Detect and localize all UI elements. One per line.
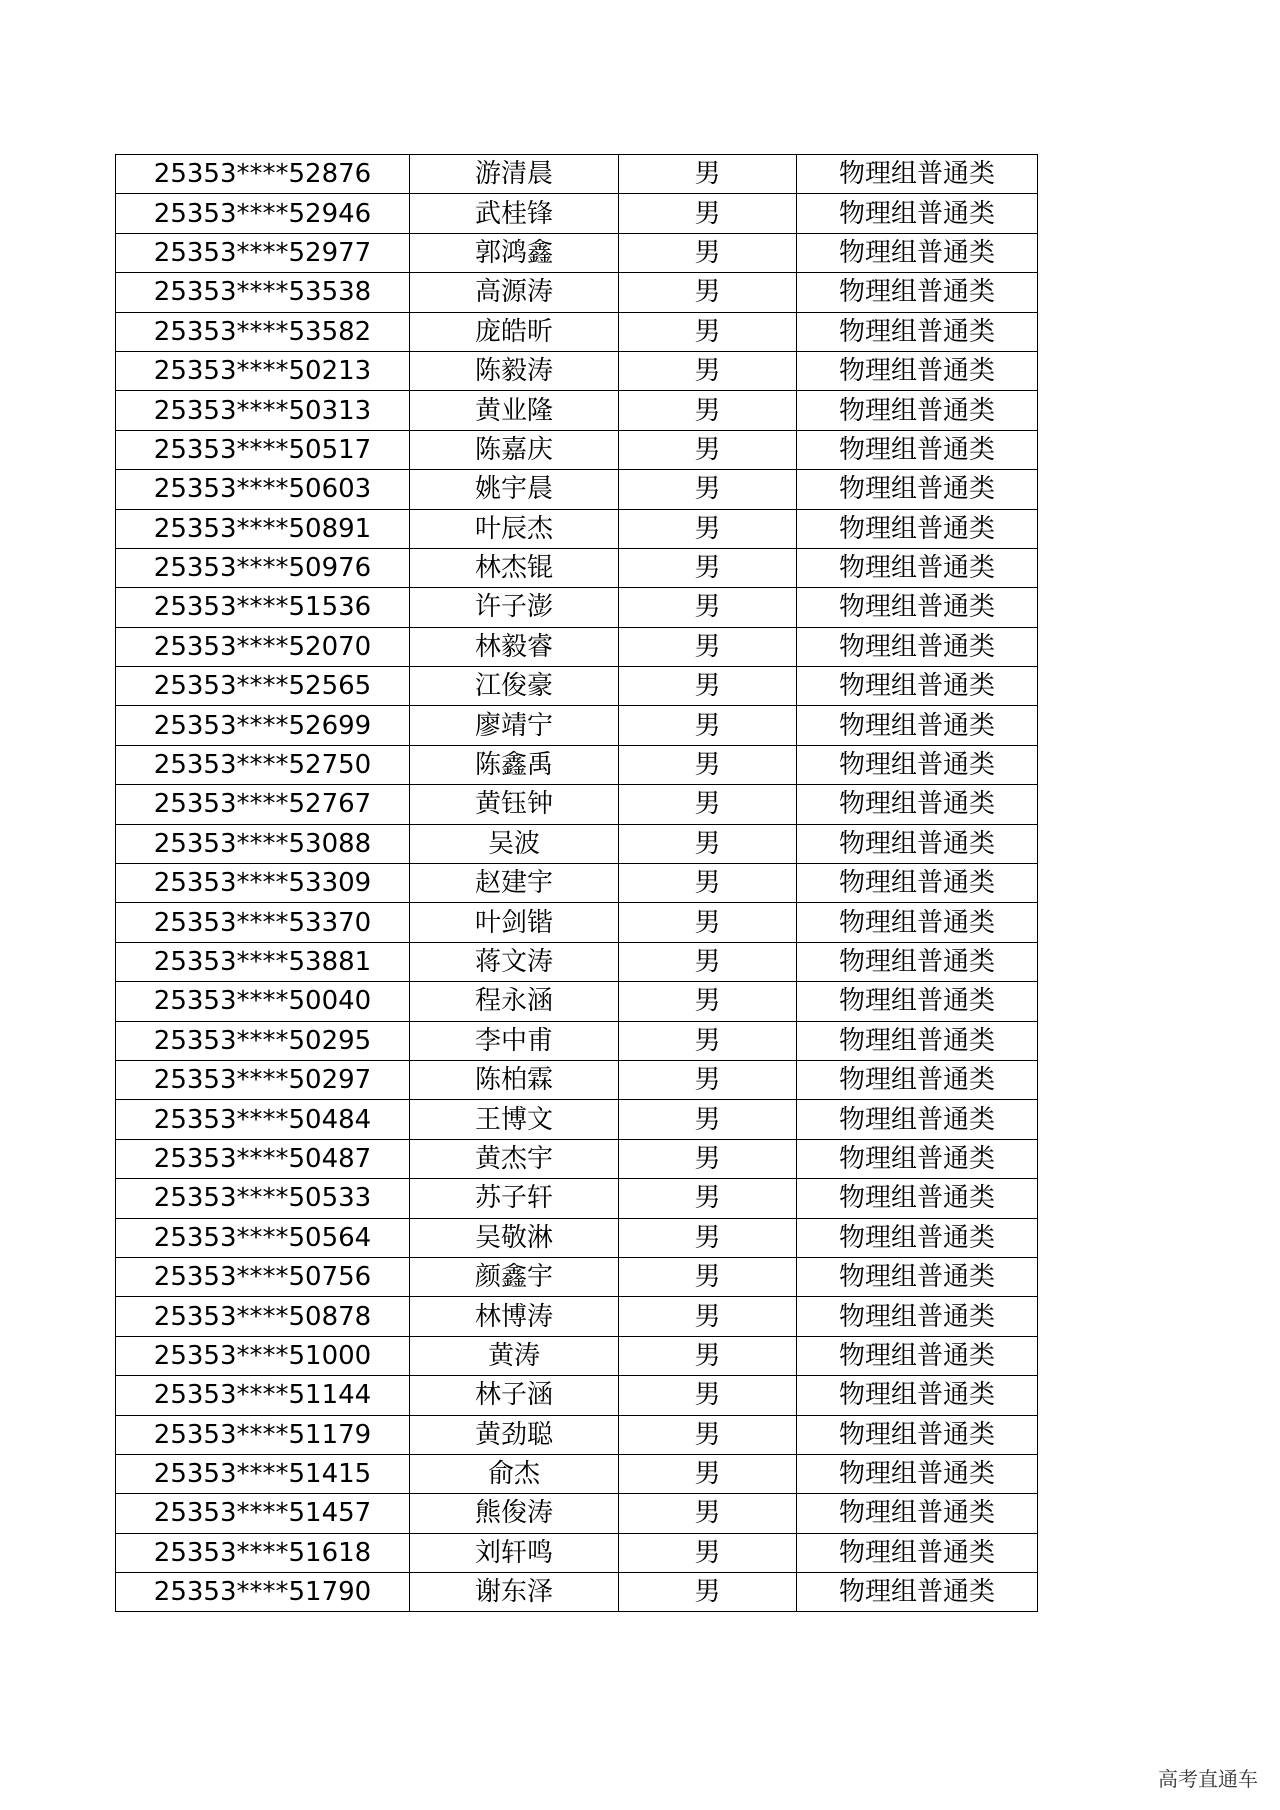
table-row: [116, 627, 1038, 666]
gender-cell: 男: [619, 1297, 797, 1336]
category-cell: 物理组普通类: [797, 1060, 1038, 1099]
table-row: [116, 1060, 1038, 1099]
candidate-id-cell: 25353****50756: [116, 1257, 410, 1296]
gender-cell: 男: [619, 1533, 797, 1572]
table-row: [116, 745, 1038, 784]
table-row: [116, 1218, 1038, 1257]
student-name-cell: 陈嘉庆: [410, 430, 619, 469]
table-row: [116, 1179, 1038, 1218]
student-name-cell: 俞杰: [410, 1454, 619, 1493]
category-cell: 物理组普通类: [797, 588, 1038, 627]
table-row: [116, 1533, 1038, 1572]
gender-cell: 男: [619, 1257, 797, 1296]
candidate-id-cell: 25353****52767: [116, 785, 410, 824]
category-cell: 物理组普通类: [797, 824, 1038, 863]
candidate-id-cell: 25353****50517: [116, 430, 410, 469]
student-name-cell: 郭鸿鑫: [410, 233, 619, 272]
student-name-cell: 陈毅涛: [410, 351, 619, 390]
student-name-cell: 叶辰杰: [410, 509, 619, 548]
table-row: [116, 155, 1038, 194]
category-cell: 物理组普通类: [797, 273, 1038, 312]
table-row: [116, 1376, 1038, 1415]
gender-cell: 男: [619, 667, 797, 706]
student-name-cell: 黄业隆: [410, 391, 619, 430]
category-cell: 物理组普通类: [797, 1454, 1038, 1493]
student-name-cell: 苏子轩: [410, 1179, 619, 1218]
candidate-id-cell: 25353****50564: [116, 1218, 410, 1257]
student-name-cell: 陈柏霖: [410, 1060, 619, 1099]
gender-cell: 男: [619, 233, 797, 272]
gender-cell: 男: [619, 430, 797, 469]
candidate-id-cell: 25353****53582: [116, 312, 410, 351]
candidate-id-cell: 25353****51179: [116, 1415, 410, 1454]
category-cell: 物理组普通类: [797, 509, 1038, 548]
gender-cell: 男: [619, 1376, 797, 1415]
gender-cell: 男: [619, 1060, 797, 1099]
student-name-cell: 黄钰钟: [410, 785, 619, 824]
student-name-cell: 高源涛: [410, 273, 619, 312]
table-row: [116, 864, 1038, 903]
student-name-cell: 谢东泽: [410, 1573, 619, 1612]
category-cell: 物理组普通类: [797, 155, 1038, 194]
gender-cell: 男: [619, 1494, 797, 1533]
gender-cell: 男: [619, 1218, 797, 1257]
gender-cell: 男: [619, 1573, 797, 1612]
table-row: [116, 1415, 1038, 1454]
gender-cell: 男: [619, 1100, 797, 1139]
gender-cell: 男: [619, 1415, 797, 1454]
gender-cell: 男: [619, 1021, 797, 1060]
table-row: [116, 1100, 1038, 1139]
student-name-cell: 黄涛: [410, 1336, 619, 1375]
student-name-cell: 王博文: [410, 1100, 619, 1139]
table-row: [116, 391, 1038, 430]
category-cell: 物理组普通类: [797, 1139, 1038, 1178]
category-cell: 物理组普通类: [797, 1297, 1038, 1336]
candidate-id-cell: 25353****52946: [116, 194, 410, 233]
table-row: [116, 667, 1038, 706]
candidate-id-cell: 25353****51457: [116, 1494, 410, 1533]
candidate-id-cell: 25353****51536: [116, 588, 410, 627]
category-cell: 物理组普通类: [797, 864, 1038, 903]
table-row: [116, 824, 1038, 863]
table-row: [116, 548, 1038, 587]
category-cell: 物理组普通类: [797, 1533, 1038, 1572]
student-name-cell: 叶剑锴: [410, 903, 619, 942]
gender-cell: 男: [619, 903, 797, 942]
candidate-id-cell: 25353****53370: [116, 903, 410, 942]
table-row: [116, 1021, 1038, 1060]
category-cell: 物理组普通类: [797, 627, 1038, 666]
candidate-id-cell: 25353****51415: [116, 1454, 410, 1493]
category-cell: 物理组普通类: [797, 1415, 1038, 1454]
student-name-cell: 蒋文涛: [410, 942, 619, 981]
table-row: [116, 194, 1038, 233]
student-name-cell: 游清晨: [410, 155, 619, 194]
student-table: [115, 154, 1038, 1612]
category-cell: 物理组普通类: [797, 1100, 1038, 1139]
category-cell: 物理组普通类: [797, 667, 1038, 706]
student-name-cell: 廖靖宁: [410, 706, 619, 745]
category-cell: 物理组普通类: [797, 745, 1038, 784]
candidate-id-cell: 25353****50484: [116, 1100, 410, 1139]
student-name-cell: 吴波: [410, 824, 619, 863]
student-name-cell: 陈鑫禹: [410, 745, 619, 784]
candidate-id-cell: 25353****51618: [116, 1533, 410, 1572]
student-name-cell: 许子澎: [410, 588, 619, 627]
candidate-id-cell: 25353****50976: [116, 548, 410, 587]
student-name-cell: 姚宇晨: [410, 470, 619, 509]
category-cell: 物理组普通类: [797, 982, 1038, 1021]
candidate-id-cell: 25353****53088: [116, 824, 410, 863]
candidate-id-cell: 25353****50878: [116, 1297, 410, 1336]
candidate-id-cell: 25353****52565: [116, 667, 410, 706]
gender-cell: 男: [619, 588, 797, 627]
category-cell: 物理组普通类: [797, 1573, 1038, 1612]
student-name-cell: 颜鑫宇: [410, 1257, 619, 1296]
category-cell: 物理组普通类: [797, 470, 1038, 509]
table-row: [116, 982, 1038, 1021]
gender-cell: 男: [619, 1454, 797, 1493]
student-name-cell: 林博涛: [410, 1297, 619, 1336]
category-cell: 物理组普通类: [797, 1179, 1038, 1218]
category-cell: 物理组普通类: [797, 430, 1038, 469]
category-cell: 物理组普通类: [797, 233, 1038, 272]
table-row: [116, 1257, 1038, 1296]
gender-cell: 男: [619, 745, 797, 784]
gender-cell: 男: [619, 273, 797, 312]
student-table-body: [116, 155, 1038, 1612]
candidate-id-cell: 25353****50313: [116, 391, 410, 430]
gender-cell: 男: [619, 312, 797, 351]
candidate-id-cell: 25353****50603: [116, 470, 410, 509]
table-row: [116, 233, 1038, 272]
table-row: [116, 903, 1038, 942]
gender-cell: 男: [619, 351, 797, 390]
candidate-id-cell: 25353****51790: [116, 1573, 410, 1612]
table-row: [116, 588, 1038, 627]
student-name-cell: 庞皓昕: [410, 312, 619, 351]
category-cell: 物理组普通类: [797, 1376, 1038, 1415]
watermark-text: 高考直通车: [1158, 1767, 1258, 1791]
student-name-cell: 江俊豪: [410, 667, 619, 706]
candidate-id-cell: 25353****53309: [116, 864, 410, 903]
gender-cell: 男: [619, 548, 797, 587]
category-cell: 物理组普通类: [797, 942, 1038, 981]
candidate-id-cell: 25353****52876: [116, 155, 410, 194]
category-cell: 物理组普通类: [797, 785, 1038, 824]
gender-cell: 男: [619, 982, 797, 1021]
student-name-cell: 刘轩鸣: [410, 1533, 619, 1572]
candidate-id-cell: 25353****50213: [116, 351, 410, 390]
candidate-id-cell: 25353****50040: [116, 982, 410, 1021]
category-cell: 物理组普通类: [797, 1494, 1038, 1533]
gender-cell: 男: [619, 1179, 797, 1218]
student-name-cell: 林子涵: [410, 1376, 619, 1415]
table-row: [116, 509, 1038, 548]
gender-cell: 男: [619, 509, 797, 548]
student-name-cell: 熊俊涛: [410, 1494, 619, 1533]
table-row: [116, 1454, 1038, 1493]
student-name-cell: 黄杰宇: [410, 1139, 619, 1178]
table-row: [116, 273, 1038, 312]
candidate-id-cell: 25353****50295: [116, 1021, 410, 1060]
student-name-cell: 林毅睿: [410, 627, 619, 666]
gender-cell: 男: [619, 194, 797, 233]
candidate-id-cell: 25353****52070: [116, 627, 410, 666]
gender-cell: 男: [619, 864, 797, 903]
category-cell: 物理组普通类: [797, 706, 1038, 745]
candidate-id-cell: 25353****50533: [116, 1179, 410, 1218]
candidate-id-cell: 25353****51144: [116, 1376, 410, 1415]
student-name-cell: 吴敬淋: [410, 1218, 619, 1257]
gender-cell: 男: [619, 391, 797, 430]
category-cell: 物理组普通类: [797, 194, 1038, 233]
table-row: [116, 785, 1038, 824]
student-name-cell: 武桂锋: [410, 194, 619, 233]
candidate-id-cell: 25353****52750: [116, 745, 410, 784]
category-cell: 物理组普通类: [797, 312, 1038, 351]
student-name-cell: 赵建宇: [410, 864, 619, 903]
gender-cell: 男: [619, 824, 797, 863]
candidate-id-cell: 25353****50891: [116, 509, 410, 548]
category-cell: 物理组普通类: [797, 351, 1038, 390]
table-row: [116, 1297, 1038, 1336]
table-row: [116, 1139, 1038, 1178]
gender-cell: 男: [619, 155, 797, 194]
candidate-id-cell: 25353****51000: [116, 1336, 410, 1375]
category-cell: 物理组普通类: [797, 1336, 1038, 1375]
gender-cell: 男: [619, 470, 797, 509]
candidate-id-cell: 25353****52977: [116, 233, 410, 272]
table-row: [116, 942, 1038, 981]
table-row: [116, 470, 1038, 509]
candidate-id-cell: 25353****53881: [116, 942, 410, 981]
table-row: [116, 430, 1038, 469]
category-cell: 物理组普通类: [797, 1021, 1038, 1060]
gender-cell: 男: [619, 1139, 797, 1178]
student-name-cell: 程永涵: [410, 982, 619, 1021]
table-row: [116, 312, 1038, 351]
category-cell: 物理组普通类: [797, 391, 1038, 430]
category-cell: 物理组普通类: [797, 548, 1038, 587]
candidate-id-cell: 25353****50297: [116, 1060, 410, 1099]
gender-cell: 男: [619, 785, 797, 824]
candidate-id-cell: 25353****53538: [116, 273, 410, 312]
table-row: [116, 1573, 1038, 1612]
category-cell: 物理组普通类: [797, 903, 1038, 942]
table-row: [116, 1494, 1038, 1533]
table-row: [116, 1336, 1038, 1375]
student-name-cell: 李中甫: [410, 1021, 619, 1060]
category-cell: 物理组普通类: [797, 1218, 1038, 1257]
gender-cell: 男: [619, 942, 797, 981]
category-cell: 物理组普通类: [797, 1257, 1038, 1296]
candidate-id-cell: 25353****52699: [116, 706, 410, 745]
student-name-cell: 林杰锟: [410, 548, 619, 587]
table-row: [116, 351, 1038, 390]
gender-cell: 男: [619, 1336, 797, 1375]
student-name-cell: 黄劲聪: [410, 1415, 619, 1454]
gender-cell: 男: [619, 627, 797, 666]
table-row: [116, 706, 1038, 745]
candidate-id-cell: 25353****50487: [116, 1139, 410, 1178]
gender-cell: 男: [619, 706, 797, 745]
